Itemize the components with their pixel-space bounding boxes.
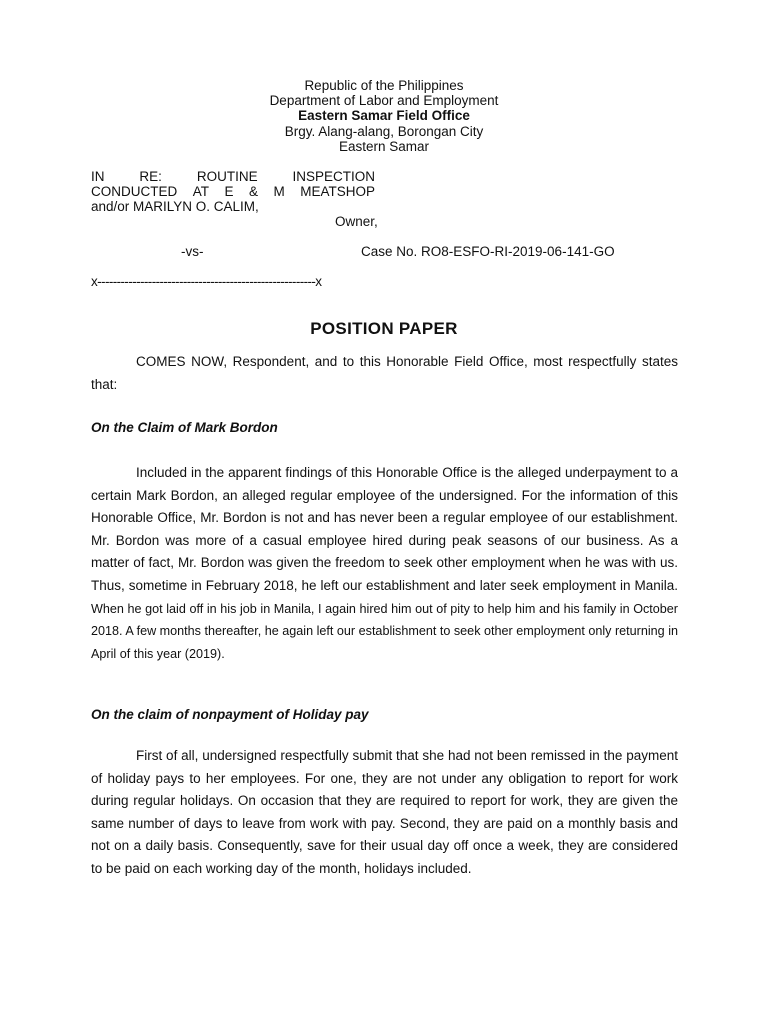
section-heading-holiday-pay: On the claim of nonpayment of Holiday pay — [91, 707, 369, 722]
section-heading-bordon-claim: On the Claim of Mark Bordon — [91, 420, 278, 435]
caption-divider: x--------------------------------------------------------x — [91, 274, 322, 289]
case-caption — [91, 169, 375, 215]
header-republic: Republic of the Philippines — [304, 78, 464, 93]
letterhead — [0, 78, 768, 154]
caption-line-2: CONDUCTED AT E & M MEATSHOP — [91, 184, 375, 200]
header-department: Department of Labor and Employment — [269, 93, 499, 109]
case-number: Case No. RO8-ESFO-RI-2019-06-141-GO — [361, 244, 615, 259]
caption-owner: Owner, — [335, 214, 378, 229]
caption-versus: -vs- — [181, 244, 204, 259]
caption-respondent: and/or MARILYN O. CALIM, — [91, 199, 259, 215]
header-province: Eastern Samar — [338, 138, 430, 154]
paragraph-holiday-pay: First of all, undersigned respectfully submit that she had not been remissed in the payment of holiday pays to her employees. For one, they are not under any obligation to report for work during regular holidays. On occasion that they are required to report for work, they are given the same number of days to leave from work with pay. Second, they are paid on a monthly basis and not on a daily basis. Consequently, save for their usual day off once a week, they are considered to be paid on each working day of the month, holidays included. — [91, 748, 678, 876]
header-field-office: Eastern Samar Field Office — [298, 108, 470, 124]
caption-line-1: IN RE: ROUTINE INSPECTION — [91, 169, 375, 184]
paragraph-bordon-claim-part-2: When he got laid off in his job in Manila, I again hired him out of pity to help him and his family in October 2018. A few months thereafter, he again left our establishment to seek other employment only returning in April of this year (2019). — [91, 601, 678, 661]
document-title: POSITION PAPER — [310, 319, 458, 338]
paragraph-bordon-claim-part-1: Included in the apparent findings of this Honorable Office is the alleged underpayment to a certain Mark Bordon, an alleged regular employee of the undersigned. For the information of this Honorable Office, Mr. Bordon is not and has never been a regular employee of our establishment. Mr. Bordon was more of a casual employee hired during peak seasons of our business. As a matter of fact, Mr. Bordon was given the freedom to seek other employment when he was with us. Thus, sometime in February 2018, he left our establishment and later seek employment in Manila. — [91, 465, 678, 593]
intro-paragraph: COMES NOW, Respondent, and to this Honorable Field Office, most respectfully states that: — [91, 354, 678, 392]
header-address: Brgy. Alang-alang, Borongan City — [284, 123, 484, 139]
paragraph-bordon-claim — [91, 462, 678, 665]
